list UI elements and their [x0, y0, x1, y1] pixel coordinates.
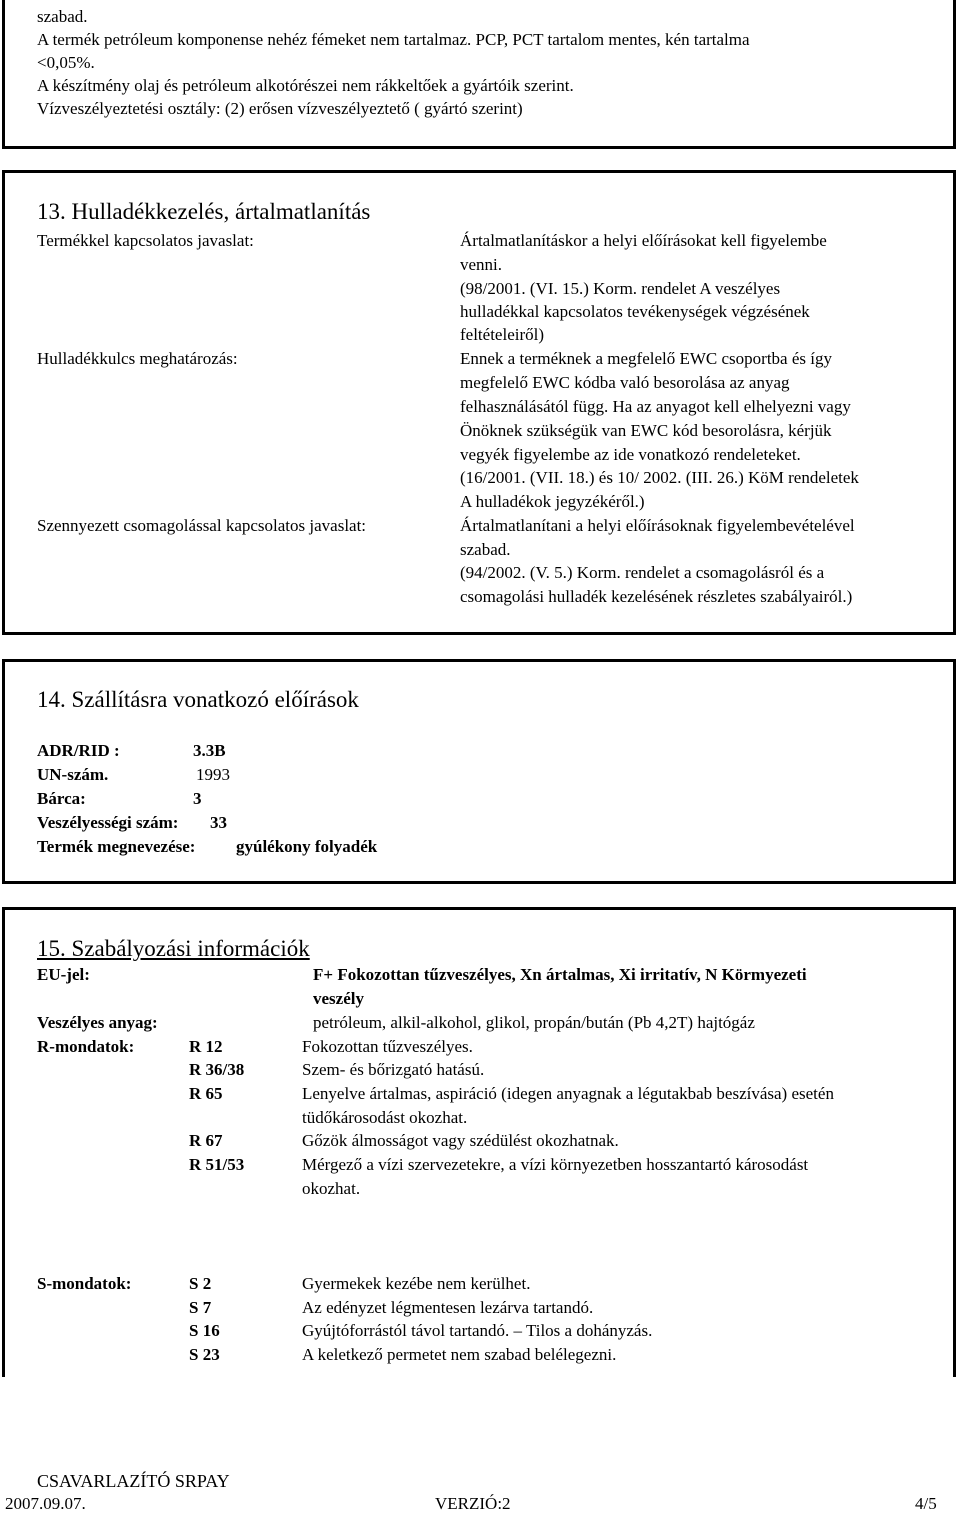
- r-code-2: R 65: [189, 1084, 223, 1103]
- s-text-2: Gyújtóforrástól távol tartandó. – Tilos a dohányzás.: [302, 1321, 653, 1340]
- r-text-4-0: Mérgező a vízi szervezetekre, a vízi környezetben hosszantartó károsodást: [302, 1155, 809, 1174]
- r-text-2-0: Lenyelve ártalmas, aspiráció (idegen anyagnak a légutakbab beszívása) esetén: [302, 1084, 834, 1103]
- s13-val-2-3: csomagolási hulladék kezelésének részletes szabályairól.): [460, 587, 853, 606]
- s-code-0: S 2: [189, 1274, 212, 1293]
- footer-page: 4/5: [915, 1494, 937, 1513]
- r-code-1: R 36/38: [189, 1060, 245, 1079]
- section15-title: 15. Szabályozási információk: [37, 936, 310, 961]
- s13-val-0-4: feltételeiről): [460, 325, 545, 344]
- s15-eu-label: EU-jel:: [37, 965, 90, 984]
- s12-line-2: <0,05%.: [37, 53, 95, 72]
- s14-value-3: 33: [210, 813, 227, 832]
- s14-label-1: UN-szám.: [37, 765, 109, 784]
- s-code-3: S 23: [189, 1345, 220, 1364]
- s13-label-2: Szennyezett csomagolással kapcsolatos javaslat:: [37, 516, 367, 535]
- s13-val-1-2: felhasználásától függ. Ha az anyagot kell elhelyezni vagy: [460, 397, 851, 416]
- s12-line-0: szabad.: [37, 7, 88, 26]
- r-text-4-1: okozhat.: [302, 1179, 361, 1198]
- s13-label-1: Hulladékkulcs meghatározás:: [37, 349, 238, 368]
- s12-line-3: A készítmény olaj és petróleum alkotórészei nem rákkeltőek a gyártóik szerint.: [37, 76, 574, 95]
- r-code-4: R 51/53: [189, 1155, 245, 1174]
- section13-title: 13. Hulladékkezelés, ártalmatlanítás: [37, 199, 371, 224]
- footer-date: 2007.09.07.: [5, 1494, 86, 1513]
- s12-line-1: A termék petróleum komponense nehéz fémeket nem tartalmaz. PCP, PCT tartalom mentes, kén tartalma: [37, 30, 750, 49]
- r-text-2-1: tüdőkárosodást okozhat.: [302, 1108, 468, 1127]
- r-text-1-0: Szem- és bőrizgató hatású.: [302, 1060, 485, 1079]
- s15-eu-value-1: veszély: [313, 989, 364, 1008]
- s13-val-1-0: Ennek a terméknek a megfelelő EWC csoportba és így: [460, 349, 832, 368]
- s-code-2: S 16: [189, 1321, 220, 1340]
- s14-label-0: ADR/RID :: [37, 741, 120, 760]
- s-text-3: A keletkező permetet nem szabad belélegezni.: [302, 1345, 617, 1364]
- s13-val-2-1: szabad.: [460, 540, 511, 559]
- s13-val-1-3: Önöknek szükségük van EWC kód besorolásra, kérjük: [460, 421, 832, 440]
- footer-product: CSAVARLAZÍTÓ SRPAY: [37, 1471, 230, 1491]
- s-text-1: Az edényzet légmentesen lezárva tartandó.: [302, 1298, 594, 1317]
- s13-val-0-3: hulladékkal kapcsolatos tevékenységek végzésének: [460, 302, 810, 321]
- s13-val-1-5: (16/2001. (VII. 18.) és 10/ 2002. (III. 26.) KöM rendeletek: [460, 468, 859, 487]
- s13-val-0-1: venni.: [460, 255, 503, 274]
- footer-version: VERZIÓ:2: [435, 1494, 511, 1513]
- r-code-3: R 67: [189, 1131, 223, 1150]
- s15-hazard-label: Veszélyes anyag:: [37, 1013, 158, 1032]
- s13-label-0: Termékkel kapcsolatos javaslat:: [37, 231, 254, 250]
- s14-label-2: Bárca:: [37, 789, 86, 808]
- r-code-0: R 12: [189, 1037, 223, 1056]
- s-code-1: S 7: [189, 1298, 212, 1317]
- s14-label-4: Termék megnevezése:: [37, 837, 196, 856]
- s15-s-label: S-mondatok:: [37, 1274, 132, 1293]
- s14-value-0: 3.3B: [193, 741, 226, 760]
- s15-r-label: R-mondatok:: [37, 1037, 135, 1056]
- s13-val-0-0: Ártalmatlanításkor a helyi előírásokat kell figyelembe: [460, 231, 827, 250]
- s13-val-0-2: (98/2001. (VI. 15.) Korm. rendelet A veszélyes: [460, 279, 781, 298]
- s13-val-1-6: A hulladékok jegyzékéről.): [460, 492, 645, 511]
- section14-title: 14. Szállításra vonatkozó előírások: [37, 687, 359, 712]
- s13-val-1-1: megfelelő EWC kódba való besorolása az anyag: [460, 373, 790, 392]
- s13-val-1-4: vegyék figyelembe az ide vonatkozó rendeleteket.: [460, 445, 801, 464]
- s15-hazard-value: petróleum, alkil-alkohol, glikol, propán/bután (Pb 4,2T) hajtógáz: [313, 1013, 755, 1032]
- s14-value-2: 3: [193, 789, 202, 808]
- s15-eu-value-0: F+ Fokozottan tűzveszélyes, Xn ártalmas, Xi irritatív, N Körmyezeti: [313, 965, 807, 984]
- s13-val-2-2: (94/2002. (V. 5.) Korm. rendelet a csomagolásról és a: [460, 563, 825, 582]
- s14-label-3: Veszélyességi szám:: [37, 813, 179, 832]
- s14-value-1: 1993: [196, 765, 230, 784]
- s13-val-2-0: Ártalmatlanítani a helyi előírásoknak figyelembevételével: [460, 516, 855, 535]
- s12-line-4: Vízveszélyeztetési osztály: (2) erősen vízveszélyeztető ( gyártó szerint): [37, 99, 523, 118]
- r-text-0-0: Fokozottan tűzveszélyes.: [302, 1037, 473, 1056]
- s-text-0: Gyermekek kezébe nem kerülhet.: [302, 1274, 531, 1293]
- r-text-3-0: Gőzök álmosságot vagy szédülést okozhatnak.: [302, 1131, 619, 1150]
- s14-value-4: gyúlékony folyadék: [236, 837, 378, 856]
